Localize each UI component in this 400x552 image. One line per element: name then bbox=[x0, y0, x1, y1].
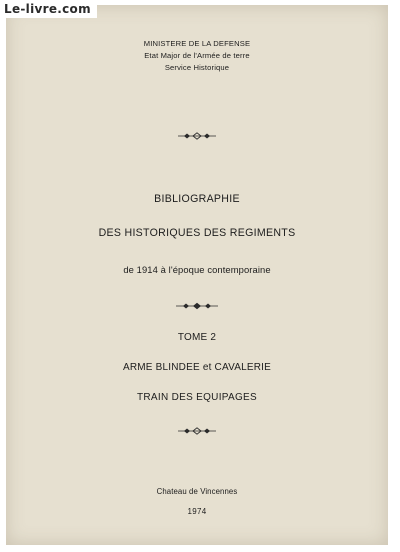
title-period: de 1914 à l'époque contemporaine bbox=[123, 264, 271, 275]
volume-subject-train: TRAIN DES EQUIPAGES bbox=[137, 392, 257, 403]
imprint-place: Chateau de Vincennes bbox=[156, 487, 238, 496]
watermark: Le-livre.com bbox=[0, 0, 97, 18]
publisher-block bbox=[6, 38, 388, 74]
publisher-line-ministry: MINISTERE DE LA DEFENSE bbox=[143, 39, 251, 48]
diamond-chain-icon bbox=[175, 301, 219, 311]
title-bibliographie: BIBLIOGRAPHIE bbox=[154, 193, 240, 205]
diamond-chain-icon bbox=[177, 426, 217, 436]
ornament-divider-middle bbox=[6, 301, 388, 311]
imprint-year: 1974 bbox=[187, 507, 207, 516]
publisher-line-staff: Etat Major de l'Armée de terre bbox=[144, 51, 250, 60]
volume-tome: TOME 2 bbox=[177, 332, 217, 343]
book-cover bbox=[6, 5, 388, 545]
title-historiques: DES HISTORIQUES DES REGIMENTS bbox=[98, 227, 296, 239]
publisher-line-service: Service Historique bbox=[164, 63, 230, 72]
ornament-divider-top bbox=[6, 131, 388, 141]
volume-subject-arme: ARME BLINDEE et CAVALERIE bbox=[122, 362, 271, 373]
ornament-divider-bottom bbox=[6, 426, 388, 436]
diamond-chain-icon bbox=[177, 131, 217, 141]
